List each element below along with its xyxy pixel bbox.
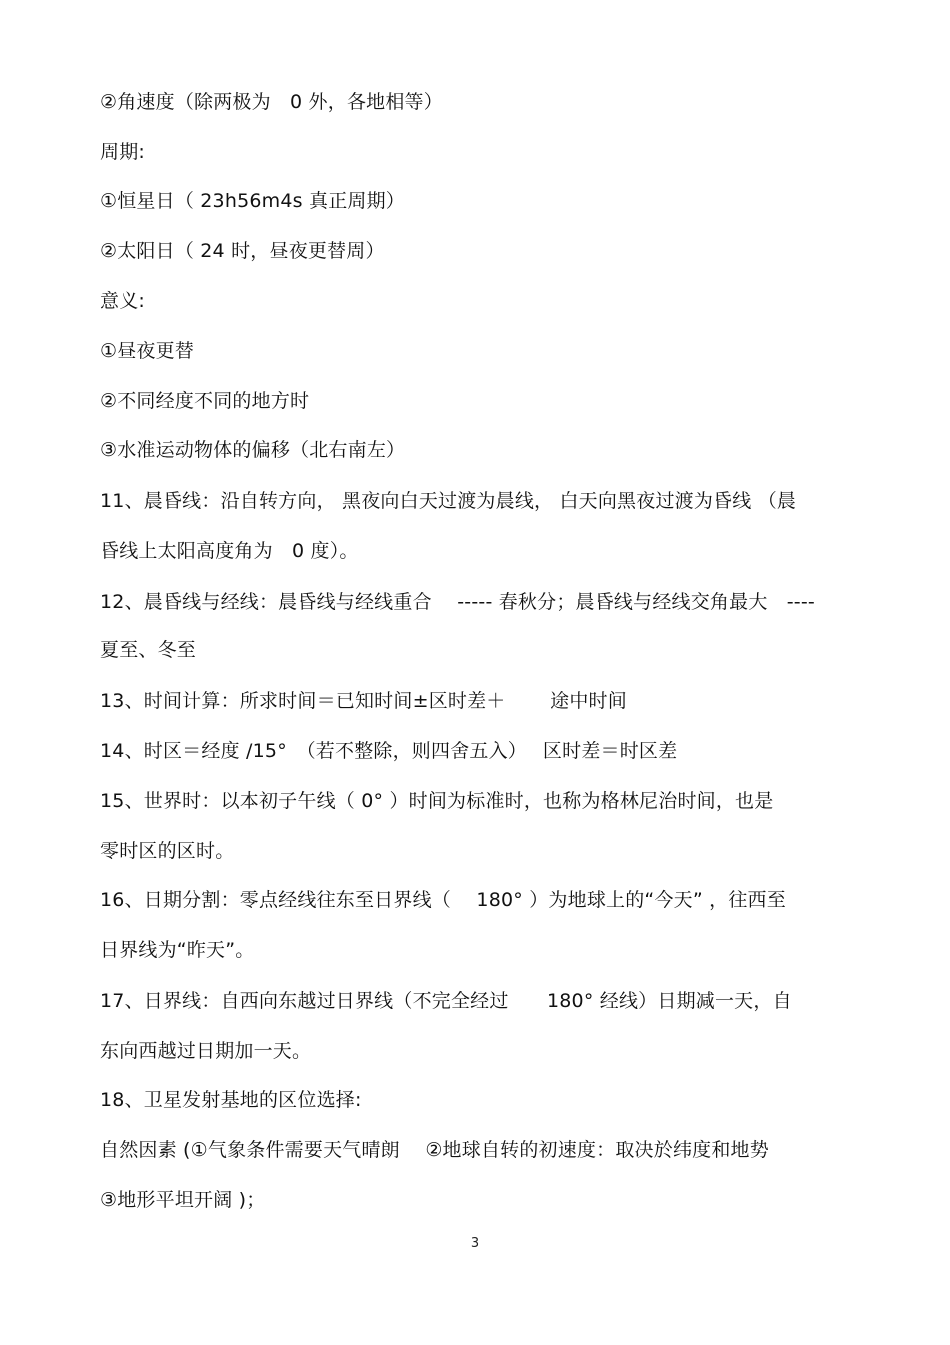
text-line: 零时区的区时。 [100,840,235,862]
text-line: 周期: [100,141,146,163]
text-line: ②不同经度不同的地方时 [100,390,310,412]
text-line: 自然因素 (①气象条件需要天气晴朗 ②地球自转的初速度：取决於纬度和地势 [100,1139,769,1161]
text-line: 日界线为“昨天”。 [100,939,255,961]
text-line: 11、晨昏线：沿自转方向， 黑夜向白天过渡为晨线， 白天向黑夜过渡为昏线 （晨 [100,490,797,512]
page-number: 3 [470,1236,480,1251]
text-line: ③水准运动物体的偏移（北右南左） [100,439,406,461]
text-line: ②角速度（除两极为 0 外，各地相等） [100,91,443,113]
text-line: 东向西越过日期加一天。 [100,1040,312,1062]
text-line: ②太阳日（ 24 时，昼夜更替周） [100,240,385,262]
text-line: 18、卫星发射基地的区位选择: [100,1089,362,1111]
text-line: 昏线上太阳高度角为 0 度）。 [100,540,359,562]
text-line: 13、时间计算：所求时间＝已知时间±区时差＋ 途中时间 [100,690,627,712]
text-line: ③地形平坦开阔 )； [100,1189,266,1211]
text-line: 夏至、冬至 [100,639,197,661]
text-line: ①恒星日（ 23h56m4s 真正周期） [100,190,406,212]
text-line: 17、日界线：自西向东越过日界线（不完全经过 180° 经线）日期减一天，自 [100,990,792,1012]
text-line: 14、时区＝经度 /15° （若不整除，则四舍五入） 区时差＝时区差 [100,740,678,762]
text-line: 意义: [100,290,146,312]
text-line: 16、日期分割：零点经线往东至日界线（ 180° ）为地球上的“今天” ，往西至 [100,889,786,911]
text-line: 12、晨昏线与经线：晨昏线与经线重合 ----- 春秋分；晨昏线与经线交角最大 ---- [100,591,815,613]
text-line: 15、世界时：以本初子午线（ 0° ）时间为标准时，也称为格林尼治时间，也是 [100,790,774,812]
text-line: ①昼夜更替 [100,340,195,362]
